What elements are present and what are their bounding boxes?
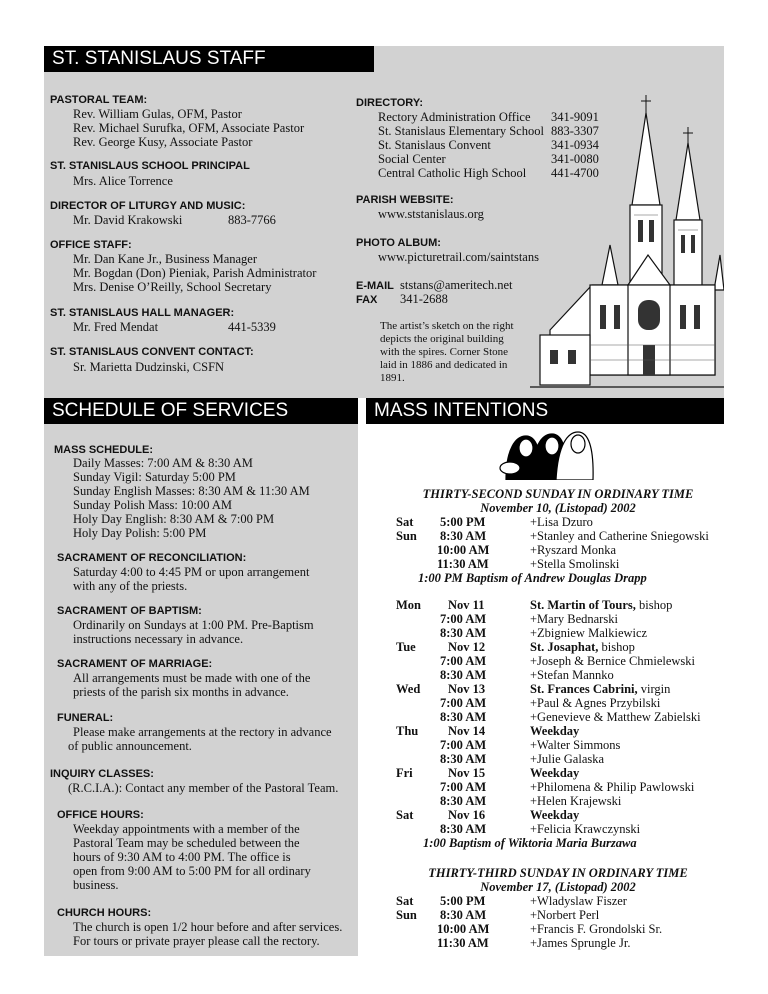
office-hours-line: business. — [73, 878, 119, 892]
mass-schedule-line: Daily Masses: 7:00 AM & 8:30 AM — [73, 456, 253, 470]
weekday-day: Wed — [396, 682, 421, 696]
staff-title: ST. STANISLAUS STAFF — [44, 46, 374, 72]
intention-time: 10:00 AM — [437, 922, 490, 936]
weekday-intention: +Helen Krajewski — [530, 794, 622, 808]
intention-name: +Stella Smolinski — [530, 557, 620, 571]
weekday-intention: +Zbigniew Malkiewicz — [530, 626, 648, 640]
principal-heading: ST. STANISLAUS SCHOOL PRINCIPAL — [50, 160, 250, 172]
directory-entry-name: Rectory Administration Office — [378, 110, 531, 124]
weekday-time: 8:30 AM — [440, 794, 487, 808]
weekday-day: Thu — [396, 724, 419, 738]
weekday-intention: +Stefan Mannko — [530, 668, 614, 682]
directory-entry-phone: 883-3307 — [551, 124, 599, 138]
weekday-saint: St. Josaphat, bishop — [530, 640, 635, 654]
weekday-date: Nov 13 — [448, 682, 486, 696]
email-value[interactable]: ststans@ameritech.net — [400, 278, 513, 292]
intention-day: Sat — [396, 894, 414, 908]
funeral-line: Please make arrangements at the rectory in advance — [73, 725, 332, 739]
pastoral-team-heading: PASTORAL TEAM: — [50, 94, 148, 106]
weekday-time: 8:30 AM — [440, 668, 487, 682]
church-hours-line: For tours or private prayer please call the rectory. — [73, 934, 320, 948]
weekday-intention: +Joseph & Bernice Chmielewski — [530, 654, 696, 668]
weekday-day: Fri — [396, 766, 413, 780]
mass-schedule-heading: MASS SCHEDULE: — [54, 444, 154, 456]
week2-date: November 17, (Listopad) 2002 — [480, 880, 636, 894]
weekday-intention: +Paul & Agnes Przybilski — [530, 696, 661, 710]
intention-time: 5:00 PM — [440, 515, 486, 529]
church-sketch-image — [530, 95, 724, 398]
church-hours-heading: CHURCH HOURS: — [57, 907, 152, 919]
week2-title: THIRTY-THIRD SUNDAY IN ORDINARY TIME — [428, 866, 688, 880]
principal-name: Mrs. Alice Torrence — [73, 174, 173, 188]
convent-heading: ST. STANISLAUS CONVENT CONTACT: — [50, 346, 254, 358]
office-staff-line: Mrs. Denise O’Reilly, School Secretary — [73, 280, 272, 294]
convent-name: Sr. Marietta Dudzinski, CSFN — [73, 360, 225, 374]
weekday-day: Mon — [396, 598, 421, 612]
directory-heading: DIRECTORY: — [356, 97, 424, 109]
photo-album-link[interactable]: www.picturetrail.com/saintstans — [378, 250, 539, 264]
schedule-title: SCHEDULE OF SERVICES — [44, 398, 358, 424]
pastoral-line: Rev. Michael Surufka, OFM, Associate Pastor — [73, 121, 305, 135]
intention-name: +James Sprungle Jr. — [530, 936, 631, 950]
weekday-time: 7:00 AM — [440, 696, 487, 710]
baptism-line: Ordinarily on Sundays at 1:00 PM. Pre-Baptism — [73, 618, 314, 632]
directory-entry-phone: 341-0080 — [551, 152, 599, 166]
intention-name: +Lisa Dzuro — [530, 515, 593, 529]
marriage-line: All arrangements must be made with one of the — [73, 671, 311, 685]
website-link[interactable]: www.ststanislaus.org — [378, 207, 484, 221]
mass-schedule-line: Holy Day Polish: 5:00 PM — [73, 526, 207, 540]
intention-name: +Norbert Perl — [530, 908, 600, 922]
mass-schedule-line: Sunday English Masses: 8:30 AM & 11:30 AM — [73, 484, 310, 498]
weekday-intention: +Genevieve & Matthew Zabielski — [530, 710, 701, 724]
weekday-saint: Weekday — [530, 766, 580, 780]
directory-entry-name: Central Catholic High School — [378, 166, 527, 180]
weekday-saint: Weekday — [530, 808, 580, 822]
email-label: E-MAIL — [356, 280, 394, 292]
photo-album-heading: PHOTO ALBUM: — [356, 237, 441, 249]
inquiry-line: (R.C.I.A.): Contact any member of the Pastoral Team. — [68, 781, 339, 795]
office-hours-heading: OFFICE HOURS: — [57, 809, 144, 821]
mass-schedule-line: Sunday Polish Mass: 10:00 AM — [73, 498, 233, 512]
reconciliation-line: Saturday 4:00 to 4:45 PM or upon arrangement — [73, 565, 310, 579]
directory-entry-phone: 441-4700 — [551, 166, 599, 180]
inquiry-heading: INQUIRY CLASSES: — [50, 768, 154, 780]
intention-day: Sun — [396, 529, 417, 543]
intention-name: +Stanley and Catherine Sniegowski — [530, 529, 709, 543]
women-illustration-image — [496, 428, 601, 480]
artist-note-line: laid in 1886 and dedicated in — [380, 359, 508, 371]
funeral-heading: FUNERAL: — [57, 712, 114, 724]
directory-entry-phone: 341-0934 — [551, 138, 599, 152]
intention-name: +Ryszard Monka — [530, 543, 617, 557]
weekday-saint: St. Frances Cabrini, virgin — [530, 682, 671, 696]
office-staff-line: Mr. Dan Kane Jr., Business Manager — [73, 252, 257, 266]
intention-day: Sat — [396, 515, 414, 529]
reconciliation-heading: SACRAMENT OF RECONCILIATION: — [57, 552, 247, 564]
intentions-title: MASS INTENTIONS — [366, 398, 724, 424]
artist-note-line: depicts the original building — [380, 333, 504, 345]
artist-note-line: with the spires. Corner Stone — [380, 346, 509, 358]
weekday-intention: +Philomena & Philip Pawlowski — [530, 780, 695, 794]
church-hours-line: The church is open 1/2 hour before and after services. — [73, 920, 343, 934]
directory-entry-name: St. Stanislaus Elementary School — [378, 124, 544, 138]
weekday-date: Nov 15 — [448, 766, 486, 780]
intention-time: 11:30 AM — [437, 557, 489, 571]
weekday-intention: +Felicia Krawczynski — [530, 822, 641, 836]
intention-time: 11:30 AM — [437, 936, 489, 950]
office-staff-line: Mr. Bogdan (Don) Pieniak, Parish Administrator — [73, 266, 317, 280]
mass-schedule-line: Sunday Vigil: Saturday 5:00 PM — [73, 470, 236, 484]
saturday-note: 1:00 Baptism of Wiktoria Maria Burzawa — [423, 836, 637, 850]
office-hours-line: open from 9:00 AM to 5:00 PM for all ordinary — [73, 864, 311, 878]
directory-entry-name: Social Center — [378, 152, 446, 166]
office-hours-line: Weekday appointments with a member of the — [73, 822, 300, 836]
weekday-time: 7:00 AM — [440, 654, 487, 668]
weekday-date: Nov 14 — [448, 724, 486, 738]
intention-day: Sun — [396, 908, 417, 922]
weekday-time: 7:00 AM — [440, 612, 487, 626]
weekday-date: Nov 16 — [448, 808, 486, 822]
reconciliation-line: with any of the priests. — [73, 579, 188, 593]
pastoral-line: Rev. William Gulas, OFM, Pastor — [73, 107, 242, 121]
intention-time: 8:30 AM — [440, 908, 487, 922]
weekday-time: 7:00 AM — [440, 780, 487, 794]
weekday-time: 8:30 AM — [440, 752, 487, 766]
intention-name: +Wladyslaw Fiszer — [530, 894, 627, 908]
intention-time: 10:00 AM — [437, 543, 490, 557]
baptism-line: instructions necessary in advance. — [73, 632, 244, 646]
liturgy-phone: 883-7766 — [228, 213, 276, 227]
weekday-time: 8:30 AM — [440, 626, 487, 640]
fax-value: 341-2688 — [400, 292, 448, 306]
directory-entry-phone: 341-9091 — [551, 110, 599, 124]
artist-note-line: 1891. — [380, 372, 405, 384]
intention-time: 5:00 PM — [440, 894, 486, 908]
fax-label: FAX — [356, 294, 378, 306]
pastoral-line: Rev. George Kusy, Associate Pastor — [73, 135, 253, 149]
marriage-line: priests of the parish six months in advance. — [73, 685, 289, 699]
week1-date: November 10, (Listopad) 2002 — [480, 501, 636, 515]
week1-title: THIRTY-SECOND SUNDAY IN ORDINARY TIME — [422, 487, 694, 501]
baptism-heading: SACRAMENT OF BAPTISM: — [57, 605, 202, 617]
weekday-intention: +Mary Bednarski — [530, 612, 618, 626]
liturgy-heading: DIRECTOR OF LITURGY AND MUSIC: — [50, 200, 246, 212]
liturgy-name: Mr. David Krakowski — [73, 213, 183, 227]
directory-entry-name: St. Stanislaus Convent — [378, 138, 491, 152]
weekday-time: 7:00 AM — [440, 738, 487, 752]
mass-schedule-line: Holy Day English: 8:30 AM & 7:00 PM — [73, 512, 275, 526]
weekday-date: Nov 12 — [448, 640, 486, 654]
weekday-intention: +Walter Simmons — [530, 738, 621, 752]
hall-phone: 441-5339 — [228, 320, 276, 334]
funeral-line: of public announcement. — [68, 739, 192, 753]
weekday-date: Nov 11 — [448, 598, 485, 612]
intention-name: +Francis F. Grondolski Sr. — [530, 922, 663, 936]
website-heading: PARISH WEBSITE: — [356, 194, 454, 206]
artist-note-line: The artist’s sketch on the right — [380, 320, 514, 332]
hall-name: Mr. Fred Mendat — [73, 320, 159, 334]
week1-note: 1:00 PM Baptism of Andrew Douglas Drapp — [418, 571, 647, 585]
weekday-time: 8:30 AM — [440, 710, 487, 724]
office-staff-heading: OFFICE STAFF: — [50, 239, 132, 251]
office-hours-line: hours of 9:30 AM to 4:00 PM. The office is — [73, 850, 291, 864]
office-hours-line: Pastoral Team may be scheduled between the — [73, 836, 300, 850]
weekday-saint: Weekday — [530, 724, 580, 738]
weekday-intention: +Julie Galaska — [530, 752, 605, 766]
weekday-time: 8:30 AM — [440, 822, 487, 836]
intention-time: 8:30 AM — [440, 529, 487, 543]
weekday-day: Tue — [396, 640, 416, 654]
weekday-day: Sat — [396, 808, 414, 822]
hall-heading: ST. STANISLAUS HALL MANAGER: — [50, 307, 235, 319]
marriage-heading: SACRAMENT OF MARRIAGE: — [57, 658, 213, 670]
weekday-saint: St. Martin of Tours, bishop — [530, 598, 673, 612]
